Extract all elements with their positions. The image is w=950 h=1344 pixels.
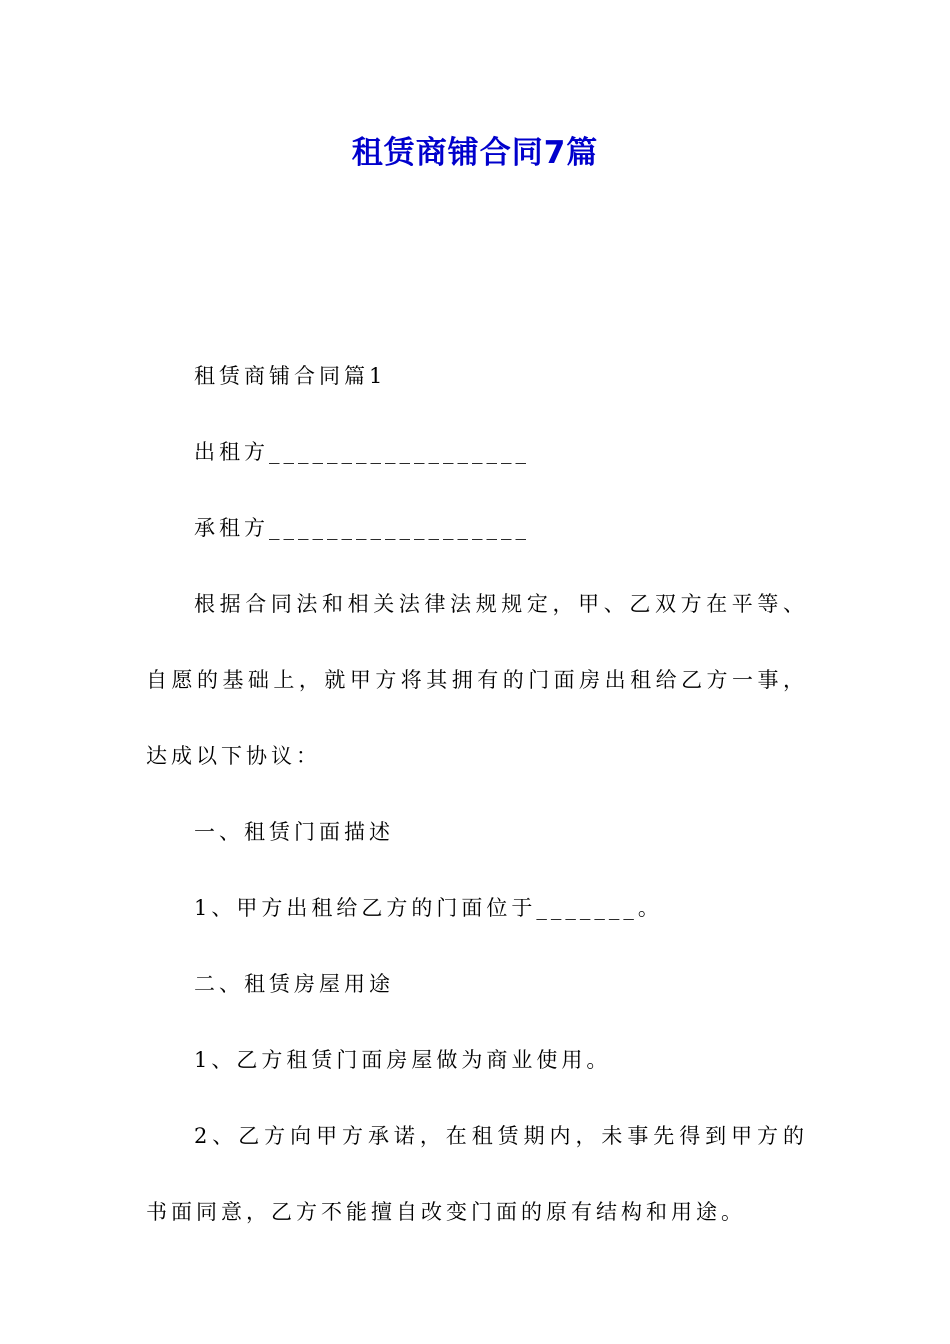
document-body bbox=[146, 338, 808, 1250]
lessor-line: 出租方__________________ bbox=[194, 440, 530, 464]
clause-item: 2、乙方向甲方承诺，在租赁期内，未事先得到甲方的书面同意，乙方不能擅自改变门面的原有结构和用途。 bbox=[146, 1124, 808, 1224]
clause-heading-2: 二、租赁房屋用途 bbox=[194, 972, 394, 996]
section-heading: 租赁商铺合同篇1 bbox=[194, 364, 387, 388]
clause-heading-1: 一、租赁门面描述 bbox=[194, 820, 394, 844]
preamble-paragraph: 根据合同法和相关法律法规规定，甲、乙双方在平等、自愿的基础上，就甲方将其拥有的门面房出租给乙方一事，达成以下协议： bbox=[146, 592, 808, 768]
clause-item: 1、乙方租赁门面房屋做为商业使用。 bbox=[194, 1048, 612, 1072]
clause-item: 1、甲方出租给乙方的门面位于_______。 bbox=[194, 896, 663, 920]
lessee-line: 承租方__________________ bbox=[194, 516, 530, 540]
document-title: 租赁商铺合同7篇 bbox=[351, 135, 599, 171]
